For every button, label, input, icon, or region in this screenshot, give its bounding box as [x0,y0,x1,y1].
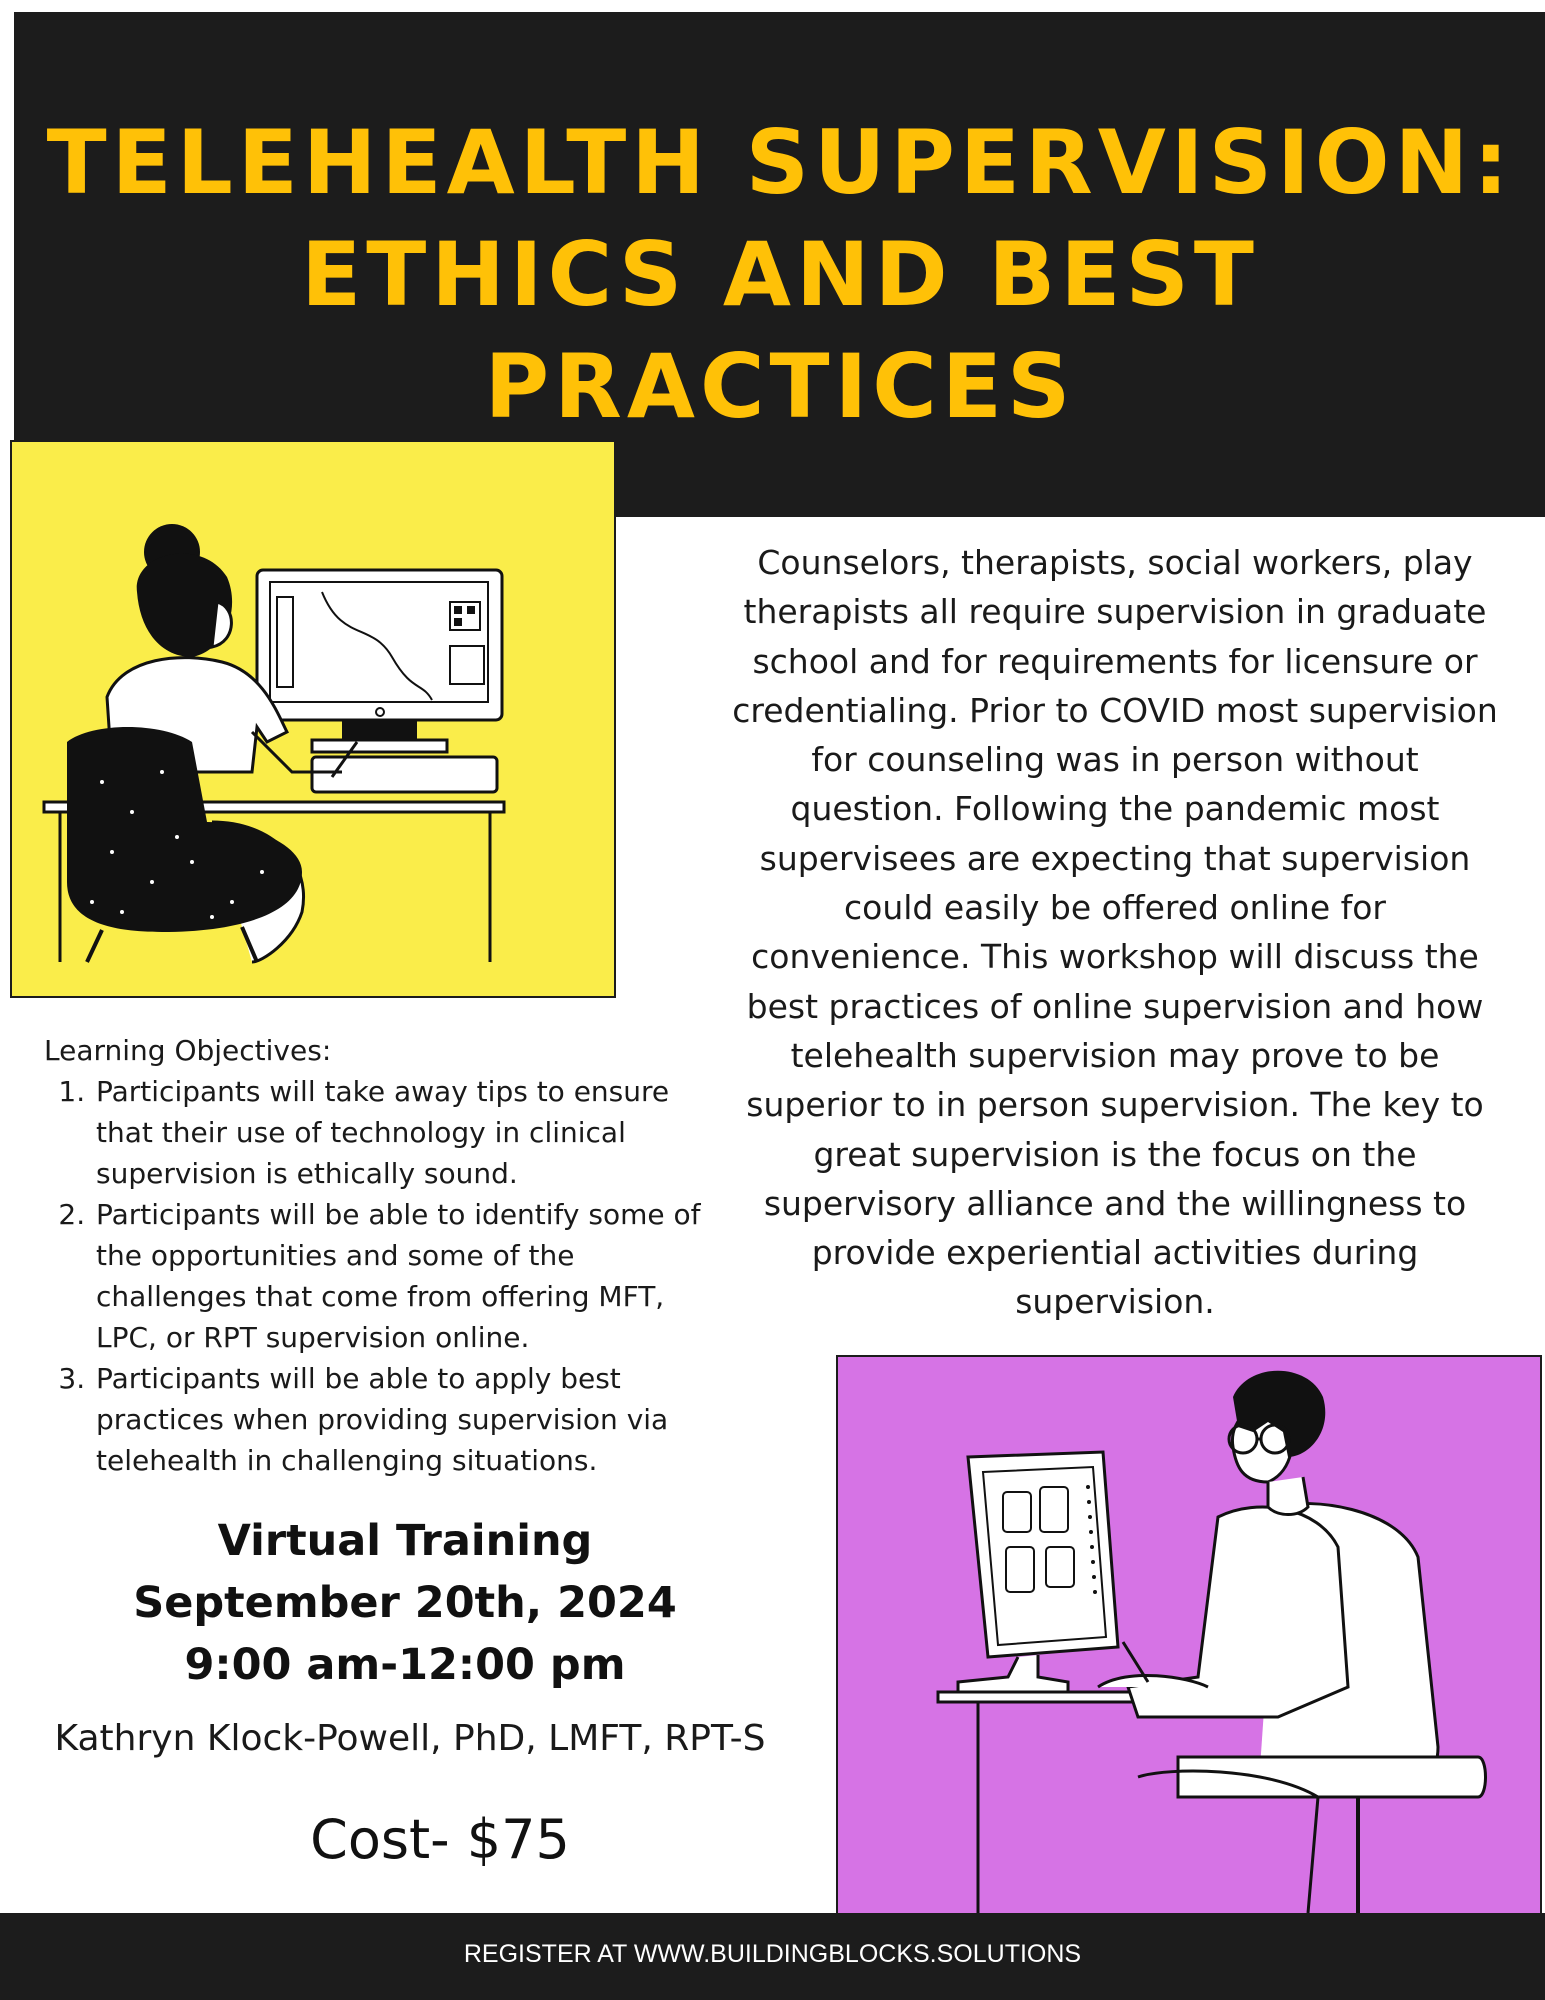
title-line-3: PRACTICES [484,335,1076,438]
workshop-description: Counselors, therapists, social workers, play therapists all require supervision in graduate school and for requirements for licensure or credentialing. Prior to COVID most supervision for counseling was in person without question. Following the pandemic most supervisees are expecting that supervision could easily be offered online for convenience. This workshop will discuss the best practices of online supervision and how telehealth supervision may prove to be superior to in person supervision. The key to great supervision is the focus on the supervisory alliance and the willingness to provide experiential activities during supervision. [732,543,1498,1322]
purple-illustration-panel [836,1355,1542,1915]
event-date: September 20th, 2024 [133,1578,677,1628]
objective-item-2: 2. Participants will be able to identify some of the opportunities and some of the challenges that come from offering MFT, LPC, or RPT supervision online. [94,1194,704,1358]
event-time: 9:00 am-12:00 pm [184,1640,626,1690]
objectives-heading: Learning Objectives: [44,1034,332,1067]
page-title [14,107,1545,443]
objective-item-3: 3. Participants will be able to apply best practices when providing supervision via telehealth in challenging situations. [94,1358,704,1481]
learning-objectives [44,1030,704,1481]
objectives-list [44,1071,704,1481]
register-link-text: REGISTER AT WWW.BUILDINGBLOCKS.SOLUTIONS [463,1940,1082,1968]
cost-label: Cost- $75 [310,1808,570,1871]
yellow-illustration-panel [10,440,616,998]
woman-at-computer-illustration [12,442,614,996]
presenter-name: Kathryn Klock-Powell, PhD, LMFT, RPT-S [54,1718,766,1759]
objective-item-1: 1. Participants will take away tips to ensure that their use of technology in clinical supervision is ethically sound. [94,1071,704,1194]
event-details [60,1510,750,1696]
title-line-1: TELEHEALTH SUPERVISION: [46,111,1514,214]
footer-banner [0,1913,1545,2000]
man-at-tablet-illustration [838,1357,1540,1913]
event-format: Virtual Training [217,1516,593,1566]
title-line-2: ETHICS AND BEST [301,223,1259,326]
